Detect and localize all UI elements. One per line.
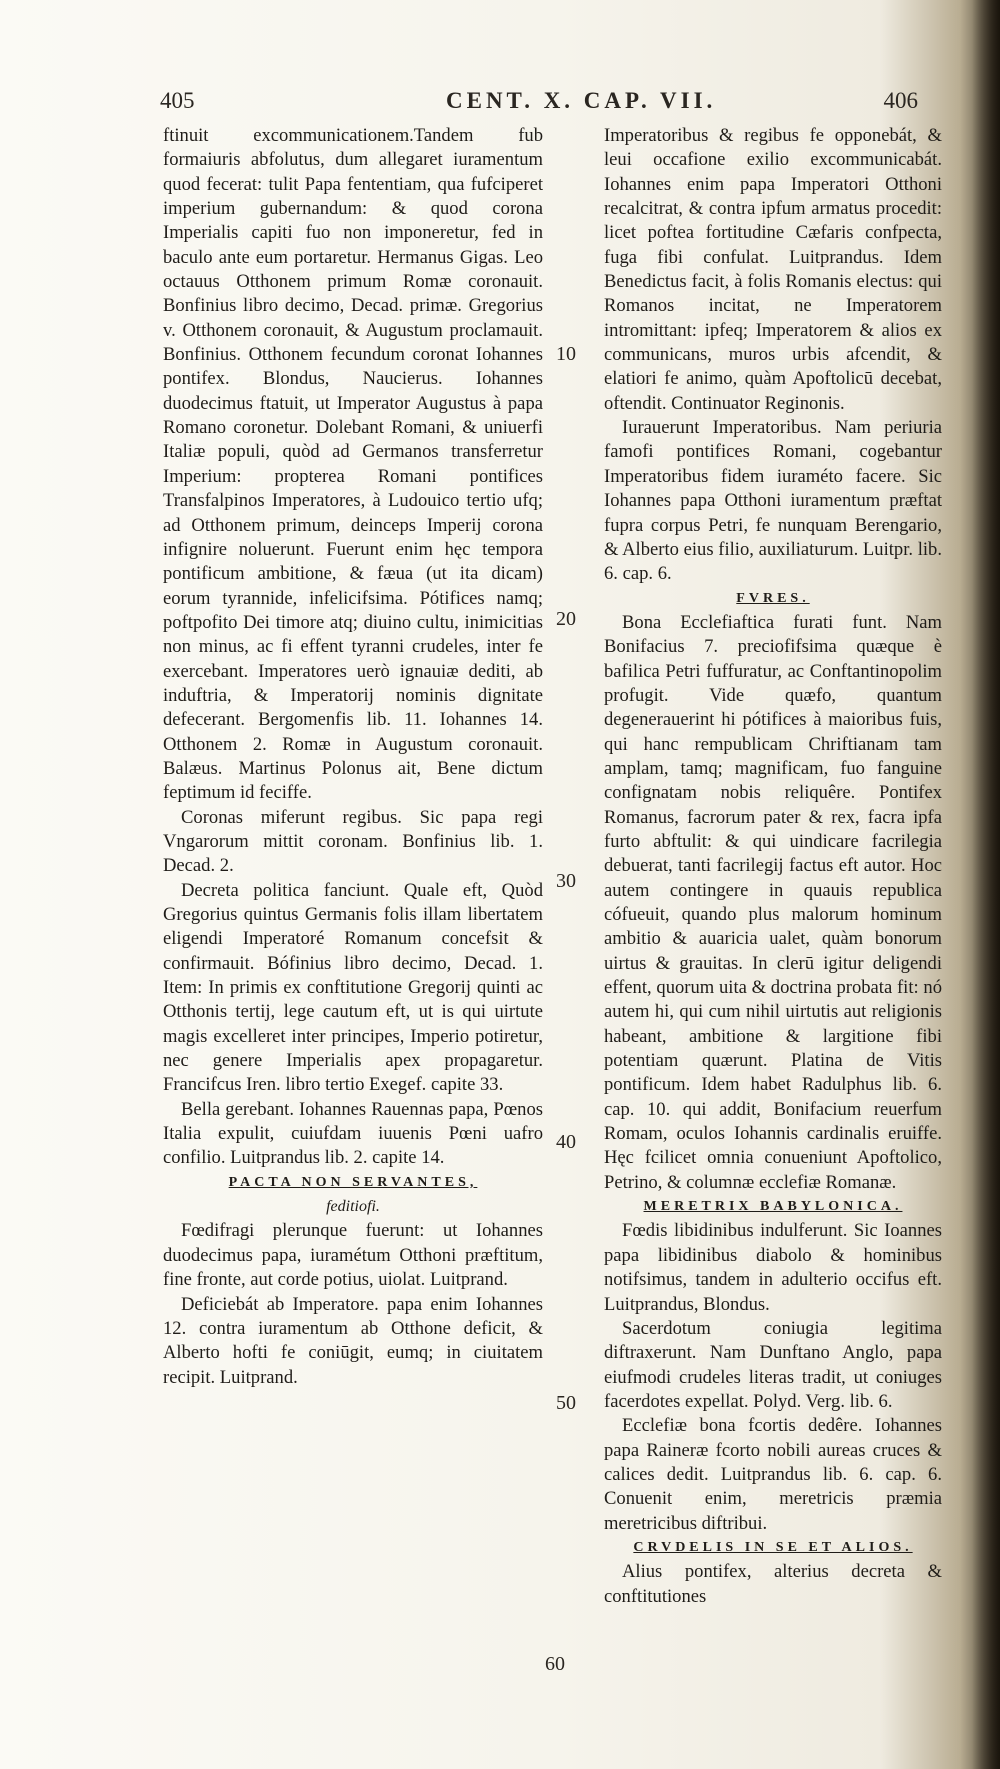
running-header xyxy=(160,88,918,128)
paragraph: Deficiebát ab Imperatore. papa enim Iohannes 12. contra iuramentum ab Otthone deficit, & Alberto hofti fe coniūgit, eumq; in ciuitatem recipit. Luitprand. xyxy=(163,1293,543,1388)
section-heading: CRVDELIS IN SE ET ALIOS. xyxy=(633,1539,913,1555)
paragraph: Imperatoribus & regibus fe opponebát, & leui occafione exilio excommunicabát. Iohannes enim papa Imperatori Otthoni recalcitrat, & contra ipfum armatus procedit: licet poftea fortitudine Cæfaris confpecta, fuga fibi confulat. Luitprandus. Idem Benedictus facit, à folis Romanis electus: qui Romanos incitat, ne Imperatorem intromittant: ipfeq; Imperatorem & alios ex communicans, muros urbis afcendit, & elatiori fe animo, quàm Apoftolicū decebat, oftendit. Continuator Reginonis. xyxy=(604,125,942,414)
paragraph: Bona Ecclefiaftica furati funt. Nam Bonifacius 7. preciofifsima quæque è bafilica Petri fuffuratur, ac Conftantinopolim profugit. Vide quæfo, quantum degenerauerint hi pótifices à maioribus fuis, qui hanc rempublicam Chriftianam tam amplam, tamq; magnificam, fuo fanguine confignatam nobis reliquêre. Pontifex Romanus, facrorum pater & rex, facra ipfa furto abftulit: & qui uindicare facrilegia debuerat, tanti facrilegij factus eft autor. Hoc autem contingere in quauis republica cófueuit, quando plus malorum hominum ambitio & auaricia ualet, quàm bonorum uirtus & grauitas. In clerū igitur deligendi effent, quorum uita & doctrina probata fit: nó autem hi, qui cum nihil uirtutis aut religionis habeant, ambitione & largitione fibi potentiam quærunt. Platina de Vitis pontificum. Idem habet Radulphus lib. 6. cap. 10. qui addit, Bonifacium reuerfum Romam, oculos Iohannis cardinalis eruiffe. Hęc fcilicet omnia conueniunt Apoftolico, Petrino, & columnæ ecclefiæ Romanæ. xyxy=(604,611,942,1193)
paragraph: Fœdis libidinibus indulferunt. Sic Ioannes papa libidinibus diabolo & hominibus notifsimus, tandem in adulterio occifus eft. Luitprandus, Blondus. xyxy=(604,1220,942,1315)
paragraph: Decreta politica fanciunt. Quale eft, Quòd Gregorius quintus Germanis folis illam libertatem eligendi Imperatoré Romanum concefsit & confirmauit. Bófinius libro decimo, Decad. 1. Item: In primis ex conftitutione Gregorij quinti ac Otthonis tertij, lege cautum eft, ut is qui uirtute magis excelleret inter principes, Imperio potiretur, nec genere Imperialis apex propagaretur. Francifcus Iren. libro tertio Exegef. capite 33. xyxy=(163,879,543,1096)
paragraph: Bella gerebant. Iohannes Rauennas papa, Pœnos Italia expulit, cuiufdam iuuenis Pœni uafro confilio. Luitprandus lib. 2. capite 14. xyxy=(163,1098,543,1169)
left-page-number: 405 xyxy=(160,88,195,113)
line-number: 50 xyxy=(556,1392,576,1414)
section-heading: MERETRIX BABYLONICA. xyxy=(643,1199,903,1215)
paragraph: Coronas miferunt regibus. Sic papa regi Vngarorum mittit coronam. Bonfinius lib. 1. Decad. 2. xyxy=(163,806,543,877)
right-text-column xyxy=(604,124,942,1609)
paragraph: Iurauerunt Imperatoribus. Nam periuria famofi pontifices Romani, cogebantur Imperatoribus fidem iuraméto facere. Sic Iohannes papa Otthoni iuramentum præftat fupra corpus Petri, fe nunquam Berengario, & Alberto eius filio, auxiliaturum. Luitpr. lib. 6. cap. 6. xyxy=(604,417,942,585)
running-title: CENT. X. CAP. VII. xyxy=(446,88,717,113)
right-page-number: 406 xyxy=(883,88,918,113)
left-text-column xyxy=(163,124,543,1390)
paragraph: Alius pontifex, alterius decreta & conftitutiones xyxy=(604,1561,942,1607)
line-number: 40 xyxy=(556,1131,576,1153)
section-subheading: feditiofi. xyxy=(326,1198,380,1216)
line-number: 10 xyxy=(556,343,576,365)
section-heading: FVRES. xyxy=(736,590,810,606)
paragraph: Sacerdotum coniugia legitima diftraxerunt. Nam Dunftano Anglo, papa eiufmodi crudeles literas tradit, ut coniuges facerdotes expellat. Polyd. Verg. lib. 6. xyxy=(604,1317,942,1412)
paragraph: Ecclefiæ bona fcortis dedêre. Iohannes papa Raineræ fcorto nobili aureas cruces & calices dedit. Luitprandus lib. 6. cap. 6. Conuenit enim, meretricis præmia meretricibus diftribui. xyxy=(604,1415,942,1534)
line-number: 60 xyxy=(545,1653,565,1675)
line-number: 30 xyxy=(556,870,576,892)
line-number: 20 xyxy=(556,608,576,630)
section-heading: PACTA NON SERVANTES, xyxy=(228,1174,478,1190)
paragraph: Fœdifragi plerunque fuerunt: ut Iohannes duodecimus papa, iuramétum Otthoni præftitum, fine fronte, aut corde potius, uiolat. Luitprand. xyxy=(163,1220,543,1291)
paragraph: ftinuit excommunicationem.Tandem fub formaiuris abfolutus, dum allegaret iuramentum quod fecerat: tulit Papa fententiam, qua fufciperet imperium gubernandum: & quod corona Imperialis capiti fuo non imponeretur, fed in baculo ante eum portaretur. Hermanus Gigas. Leo octauus Otthonem primum Romæ coronauit. Bonfinius libro decimo, Decad. primæ. Gregorius v. Otthonem coronauit, & Augustum proclamauit. Bonfinius. Otthonem fecundum coronat Iohannes pontifex. Blondus, Naucierus. Iohannes duodecimus ftatuit, ut Imperator Augustus à papa Romano coronetur. Dolebant Romani, & uniuerfi Italiæ populi, quòd ad Germanos transferretur Imperium: propterea Romani pontifices Transfalpinos Imperatores, à Ludouico tertio ufq; ad Otthonem primum, deinceps Imperij corona infignire noluerunt. Fuerunt enim hęc tempora pontificum ambitione, & fæua (ut ita dicam) eorum tyrannide, infelicifsima. Pótifices namq; poftpofito Dei timore atq; diuino cultu, inimicitias non minus, ac fi effent tyranni crudeles, inter fe exercebant. Imperatores uerò ignauiæ dediti, ab induftria, & Imperatorij nominis dignitate defecerant. Bergomenfis lib. 11. Iohannes 14. Otthonem 2. Romæ in Augustum coronauit. Balæus. Martinus Polonus ait, Bene dictum feptimum id feciffe. xyxy=(163,125,543,804)
page-gutter-shadow xyxy=(972,0,1000,1769)
